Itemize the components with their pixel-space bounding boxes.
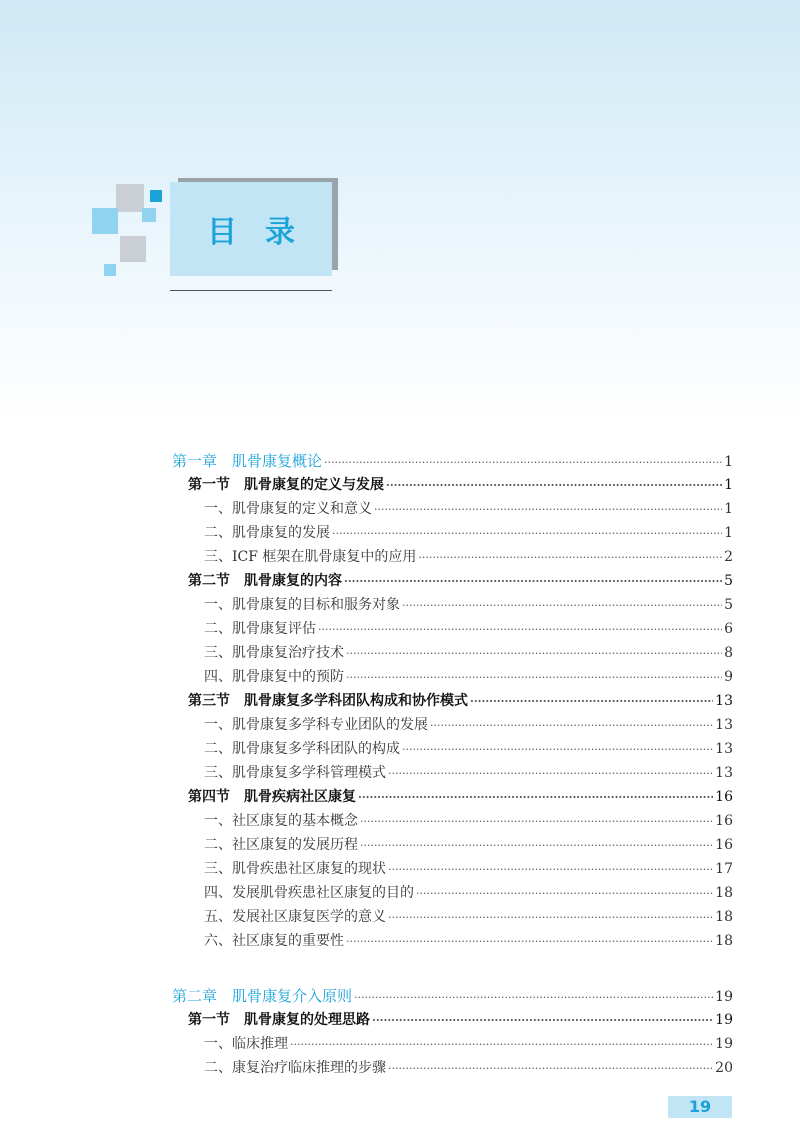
toc-dot-leader xyxy=(388,762,713,786)
toc-entry-label: 六、社区康复的重要性 xyxy=(204,933,344,949)
toc-dot-leader xyxy=(418,546,722,570)
page-number: 19 xyxy=(668,1096,732,1118)
toc-entry-page: 5 xyxy=(724,597,733,613)
decor-square-light-1 xyxy=(92,208,118,234)
toc-item-row[interactable] xyxy=(204,737,733,761)
toc-entry-page: 6 xyxy=(724,621,733,637)
toc-entry-label: 二、肌骨康复评估 xyxy=(204,621,316,637)
toc-entry-page: 16 xyxy=(715,813,733,829)
toc-entry-page: 18 xyxy=(715,909,733,925)
toc-entry-page: 16 xyxy=(715,837,733,853)
toc-entry-label: 二、康复治疗临床推理的步骤 xyxy=(204,1060,386,1076)
toc-entry-page: 18 xyxy=(715,933,733,949)
toc-entry-page: 18 xyxy=(715,885,733,901)
toc-item-row[interactable] xyxy=(204,713,733,737)
toc-entry-label: 二、肌骨康复的发展 xyxy=(204,525,330,541)
toc-entry-page: 13 xyxy=(715,717,733,733)
toc-entry-label: 一、肌骨康复的目标和服务对象 xyxy=(204,597,400,613)
toc-entry-label: 一、肌骨康复多学科专业团队的发展 xyxy=(204,717,428,733)
toc-section-row[interactable] xyxy=(188,689,733,713)
toc-chapter-row[interactable] xyxy=(172,984,733,1008)
toc-dot-leader xyxy=(290,1033,713,1057)
title-underline xyxy=(170,290,332,291)
toc-item-row[interactable] xyxy=(204,641,733,665)
toc-section-row[interactable] xyxy=(188,1008,733,1032)
toc-item-row[interactable] xyxy=(204,809,733,833)
toc-entry-label: 第四节 肌骨疾病社区康复 xyxy=(188,789,356,805)
toc-item-row[interactable] xyxy=(204,761,733,785)
toc-entry-label: 三、肌骨康复治疗技术 xyxy=(204,645,344,661)
toc-dot-leader xyxy=(372,1009,713,1033)
decor-square-light-2 xyxy=(142,208,156,222)
toc-item-row[interactable] xyxy=(204,521,733,545)
toc-entry-label: 三、肌骨疾患社区康复的现状 xyxy=(204,861,386,877)
toc-entry-page: 1 xyxy=(724,454,733,470)
toc-item-row[interactable] xyxy=(204,833,733,857)
toc-entry-label: 五、发展社区康复医学的意义 xyxy=(204,909,386,925)
decor-square-gray-2 xyxy=(120,236,146,262)
toc-dot-leader xyxy=(402,738,713,762)
toc-dot-leader xyxy=(346,666,722,690)
toc-dot-leader xyxy=(344,570,722,594)
toc-section-row[interactable] xyxy=(188,785,733,809)
toc-entry-label: 一、社区康复的基本概念 xyxy=(204,813,358,829)
toc-item-row[interactable] xyxy=(204,1032,733,1056)
toc-entry-label: 二、社区康复的发展历程 xyxy=(204,837,358,853)
toc-dot-leader xyxy=(374,498,722,522)
decor-square-light-3 xyxy=(104,264,116,276)
toc-entry-label: 第一章 肌骨康复概论 xyxy=(172,452,323,470)
toc-dot-leader xyxy=(388,858,713,882)
toc-entry-page: 20 xyxy=(715,1060,733,1076)
toc-dot-leader xyxy=(416,882,713,906)
toc-dot-leader xyxy=(470,690,713,714)
decor-square-gray-1 xyxy=(116,184,144,212)
toc-entry-label: 三、肌骨康复多学科管理模式 xyxy=(204,765,386,781)
toc-item-row[interactable] xyxy=(204,881,733,905)
toc-item-row[interactable] xyxy=(204,1056,733,1080)
toc-item-row[interactable] xyxy=(204,617,733,641)
toc-entry-page: 19 xyxy=(715,989,733,1005)
toc-dot-leader xyxy=(430,714,713,738)
toc-entry-page: 1 xyxy=(724,525,733,541)
toc-dot-leader xyxy=(358,786,713,810)
toc-entry-page: 13 xyxy=(715,741,733,757)
toc-item-row[interactable] xyxy=(204,929,733,953)
toc-entry-label: 一、肌骨康复的定义和意义 xyxy=(204,501,372,517)
toc-dot-leader xyxy=(346,642,722,666)
toc-entry-page: 9 xyxy=(724,669,733,685)
toc-entry-page: 1 xyxy=(724,501,733,517)
toc-dot-leader xyxy=(388,906,713,930)
toc-dot-leader xyxy=(332,522,722,546)
toc-entry-page: 17 xyxy=(715,861,733,877)
title-box xyxy=(170,182,332,276)
toc-entry-page: 5 xyxy=(724,573,733,589)
page-title: 目录 xyxy=(207,215,323,250)
toc-item-row[interactable] xyxy=(204,857,733,881)
toc-dot-leader xyxy=(346,930,713,954)
toc-entry-page: 8 xyxy=(724,645,733,661)
toc-item-row[interactable] xyxy=(204,905,733,929)
toc-entry-label: 二、肌骨康复多学科团队的构成 xyxy=(204,741,400,757)
toc-section-row[interactable] xyxy=(188,569,733,593)
toc-entry-page: 2 xyxy=(724,549,733,565)
toc-entry-page: 19 xyxy=(715,1012,733,1028)
toc-dot-leader xyxy=(360,834,713,858)
toc-dot-leader xyxy=(402,594,722,618)
toc-entry-page: 13 xyxy=(715,765,733,781)
toc-dot-leader xyxy=(324,451,722,475)
toc-entry-page: 19 xyxy=(715,1036,733,1052)
toc-entry-label: 第一节 肌骨康复的定义与发展 xyxy=(188,477,384,493)
toc-entry-label: 第二章 肌骨康复介入原则 xyxy=(172,987,353,1005)
toc-entry-label: 第二节 肌骨康复的内容 xyxy=(188,573,342,589)
toc-entry-page: 16 xyxy=(715,789,733,805)
toc-entry-page: 13 xyxy=(715,693,733,709)
toc-item-row[interactable] xyxy=(204,593,733,617)
toc-dot-leader xyxy=(388,1057,713,1081)
toc-entry-label: 一、临床推理 xyxy=(204,1036,288,1052)
toc-entry-label: 四、肌骨康复中的预防 xyxy=(204,669,344,685)
toc-entry-label: 第三节 肌骨康复多学科团队构成和协作模式 xyxy=(188,693,468,709)
toc-dot-leader xyxy=(386,474,722,498)
toc-dot-leader xyxy=(318,618,722,642)
toc-dot-leader xyxy=(354,986,713,1010)
toc-chapter-row[interactable] xyxy=(172,449,733,473)
toc-entry-label: 三、ICF 框架在肌骨康复中的应用 xyxy=(204,549,417,565)
toc-dot-leader xyxy=(360,810,713,834)
toc-entry-label: 四、发展肌骨疾患社区康复的目的 xyxy=(204,885,414,901)
decor-square-accent xyxy=(150,190,162,202)
toc-item-row[interactable] xyxy=(204,497,733,521)
toc-entry-label: 第一节 肌骨康复的处理思路 xyxy=(188,1012,370,1028)
toc-entry-page: 1 xyxy=(724,477,733,493)
toc-section-row[interactable] xyxy=(188,473,733,497)
toc-item-row[interactable] xyxy=(204,545,733,569)
toc-item-row[interactable] xyxy=(204,665,733,689)
